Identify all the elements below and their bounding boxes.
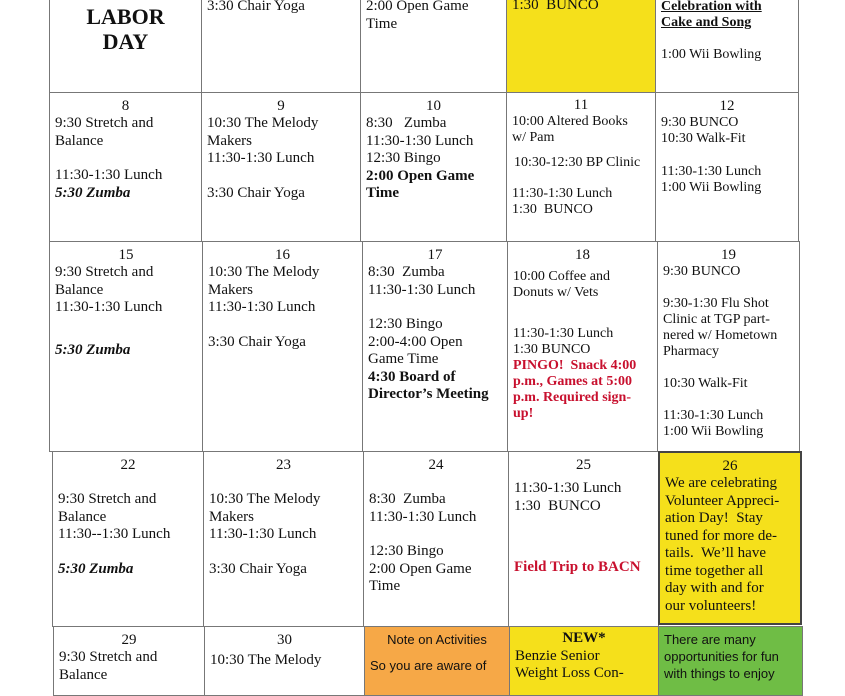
day-cell-row0-fri [655, 0, 799, 93]
event-text: 10:30 The Melody [209, 491, 321, 507]
day-number: 12 [719, 98, 735, 114]
event-text: Makers [207, 132, 252, 149]
event-text: Volunteer Appreci- [665, 492, 780, 509]
event-text: 9:30 Stretch and [55, 115, 154, 131]
pingo-text: p.m., Games at 5:00 [513, 374, 632, 389]
event-text: 10:30 The Melody [207, 115, 319, 131]
day-cell-15 [49, 241, 203, 452]
event-text: 12:30 Bingo [368, 316, 443, 332]
day-cell-11 [506, 92, 656, 242]
opportunities-cell [658, 626, 803, 696]
event-text: 1:00 Wii Bowling [661, 47, 762, 62]
event-text: 10:30 The Melody [208, 264, 320, 280]
event-text: 11:30-1:30 Lunch [514, 480, 622, 496]
day-cell-8 [49, 92, 202, 242]
event-text: 11:30-1:30 Lunch [366, 132, 474, 149]
event-text: Balance [55, 281, 104, 298]
day-cell-26 [658, 451, 802, 625]
event-text: 3:30 Chair Yoga [207, 184, 305, 201]
event-text: 1:30 BUNCO [512, 202, 593, 217]
event-text: nered w/ Hometown [663, 328, 778, 343]
event-text: There are many [664, 632, 756, 647]
event-text: 10:30 Walk-Fit [661, 131, 746, 146]
pingo-text: up! [513, 406, 534, 421]
event-text: 11:30-1:30 Lunch [209, 526, 317, 542]
day-number: 30 [277, 632, 292, 648]
event-text: Game Time [368, 351, 439, 367]
event-text: 1:00 Wii Bowling [661, 180, 762, 195]
event-text: w/ Pam [512, 130, 555, 145]
event-text: opportunities for fun [664, 649, 779, 664]
event-text: 1:30 BUNCO [513, 342, 591, 357]
day-cell-row0-tue [201, 0, 361, 93]
event-text: Makers [209, 508, 254, 525]
day-cell-25 [508, 451, 659, 627]
event-text: 5:30 Zumba [55, 184, 131, 201]
event-text: 11:30-1:30 Lunch [55, 299, 163, 315]
day-cell-19 [657, 241, 800, 452]
day-cell-10 [360, 92, 507, 242]
event-text: We are celebrating [665, 475, 778, 491]
event-text: 9:30 Stretch and [55, 264, 154, 280]
event-text: Celebration with [661, 0, 762, 14]
event-text: 12:30 Bingo [369, 543, 444, 559]
event-text: 9:30-1:30 Flu Shot [663, 296, 769, 311]
event-text: tails. We’ll have [665, 545, 766, 561]
day-number: 29 [121, 632, 137, 648]
note-on-activities-cell [364, 626, 510, 696]
event-text: Weight Loss Con- [515, 665, 624, 681]
new-badge: NEW* [562, 630, 606, 646]
event-text: 8:30 Zumba [369, 491, 446, 507]
event-text: with things to enjoy [664, 666, 775, 681]
event-text: 8:30 Zumba [366, 115, 447, 131]
day-number: 17 [427, 247, 443, 263]
day-number: 24 [428, 457, 444, 473]
day-cell-18 [507, 241, 658, 452]
event-text: 9:30 BUNCO [661, 115, 739, 130]
event-text: Time [369, 578, 401, 594]
event-text: time together all [665, 562, 764, 579]
event-text: ation Day! Stay [665, 510, 763, 526]
event-text: Time [366, 185, 400, 201]
pingo-text: PINGO! Snack 4:00 [513, 358, 637, 373]
event-text: 10:30 Walk-Fit [663, 376, 748, 391]
event-text: 1:30 BUNCO [514, 497, 601, 514]
event-text: 8:30 Zumba [368, 264, 445, 280]
event-text: Balance [59, 666, 108, 683]
new-weight-loss-cell [509, 626, 659, 696]
event-text: 11:30-1:30 Lunch [368, 281, 476, 298]
event-text: 11:30--1:30 Lunch [58, 526, 171, 542]
event-text: 11:30-1:30 Lunch [512, 186, 613, 201]
event-text: 3:30 Chair Yoga [209, 560, 307, 577]
note-title: Note on Activities [387, 632, 487, 647]
event-text: day with and for [665, 580, 764, 596]
event-text: 11:30-1:30 Lunch [663, 408, 764, 423]
event-text: tuned for more de- [665, 527, 778, 544]
event-text: 3:30 Chair Yoga [207, 0, 305, 14]
pingo-text: p.m. Required sign- [513, 390, 631, 405]
event-text: 11:30-1:30 Lunch [369, 508, 477, 525]
event-text: 10:30-12:30 BP Clinic [514, 155, 641, 170]
day-number: 10 [426, 98, 441, 114]
event-text: 9:30 Stretch and [58, 491, 157, 507]
event-text: 11:30-1:30 Lunch [207, 150, 315, 166]
event-text: Time [366, 15, 398, 32]
day-cell-16 [202, 241, 363, 452]
event-text: 1:00 Wii Bowling [663, 424, 764, 439]
day-number: 15 [118, 247, 134, 263]
event-text: 10:00 Coffee and [513, 269, 610, 284]
day-number: 8 [121, 98, 130, 114]
day-cell-row0-thu [506, 0, 656, 93]
event-text: 3:30 Chair Yoga [208, 333, 306, 350]
event-text: 1:30 BUNCO [512, 0, 599, 13]
day-cell-29 [53, 626, 205, 696]
labor-day-line2: DAY [102, 29, 149, 54]
event-text: Balance [55, 132, 104, 149]
day-cell-17 [362, 241, 508, 452]
event-text: 2:00 Open Game [369, 560, 472, 577]
day-number: 25 [576, 457, 591, 473]
event-text: Makers [208, 281, 253, 298]
day-cell-30 [204, 626, 365, 696]
event-text: 2:00-4:00 Open [368, 333, 463, 350]
event-text: 10:30 The Melody [210, 652, 322, 668]
day-cell-24 [363, 451, 509, 627]
event-text: our volunteers! [665, 597, 757, 614]
event-text: Benzie Senior [515, 647, 600, 664]
day-cell-labor-day [49, 0, 202, 93]
day-cell-9 [201, 92, 361, 242]
event-text: 11:30-1:30 Lunch [513, 326, 614, 341]
event-text: 5:30 Zumba [58, 560, 134, 577]
event-text: Clinic at TGP part- [663, 312, 770, 327]
day-number: 23 [276, 457, 291, 473]
event-text: 11:30-1:30 Lunch [661, 164, 762, 179]
event-text: Cake and Song [661, 15, 752, 30]
note-text: So you are aware of [370, 658, 487, 673]
day-cell-12 [655, 92, 799, 242]
day-number: 18 [575, 247, 590, 263]
event-text: 4:30 Board of [368, 368, 456, 385]
day-cell-row0-wed [360, 0, 507, 93]
field-trip-text: Field Trip to BACN [514, 559, 641, 575]
event-text: 12:30 Bingo [366, 150, 441, 166]
event-text: 9:30 Stretch and [59, 649, 158, 665]
day-number: 22 [120, 457, 136, 473]
event-text: Balance [58, 508, 107, 525]
event-text: 2:00 Open Game [366, 0, 469, 14]
day-cell-23 [203, 451, 364, 627]
event-text: 5:30 Zumba [55, 341, 131, 358]
event-text: 10:00 Altered Books [512, 114, 628, 129]
day-number: 19 [721, 247, 736, 263]
day-number: 16 [275, 247, 290, 263]
event-text: 11:30-1:30 Lunch [208, 299, 316, 315]
event-text: Director’s Meeting [368, 386, 489, 402]
event-text: Pharmacy [663, 344, 719, 359]
event-text: Donuts w/ Vets [513, 285, 599, 300]
event-text: 9:30 BUNCO [663, 264, 741, 279]
day-number: 9 [277, 98, 285, 114]
day-cell-22 [52, 451, 204, 627]
event-text: 2:00 Open Game [366, 167, 475, 184]
day-number: 11 [573, 97, 589, 113]
event-text: 11:30-1:30 Lunch [55, 167, 163, 183]
day-number: 26 [722, 458, 738, 474]
labor-day-line1: LABOR [86, 4, 165, 29]
